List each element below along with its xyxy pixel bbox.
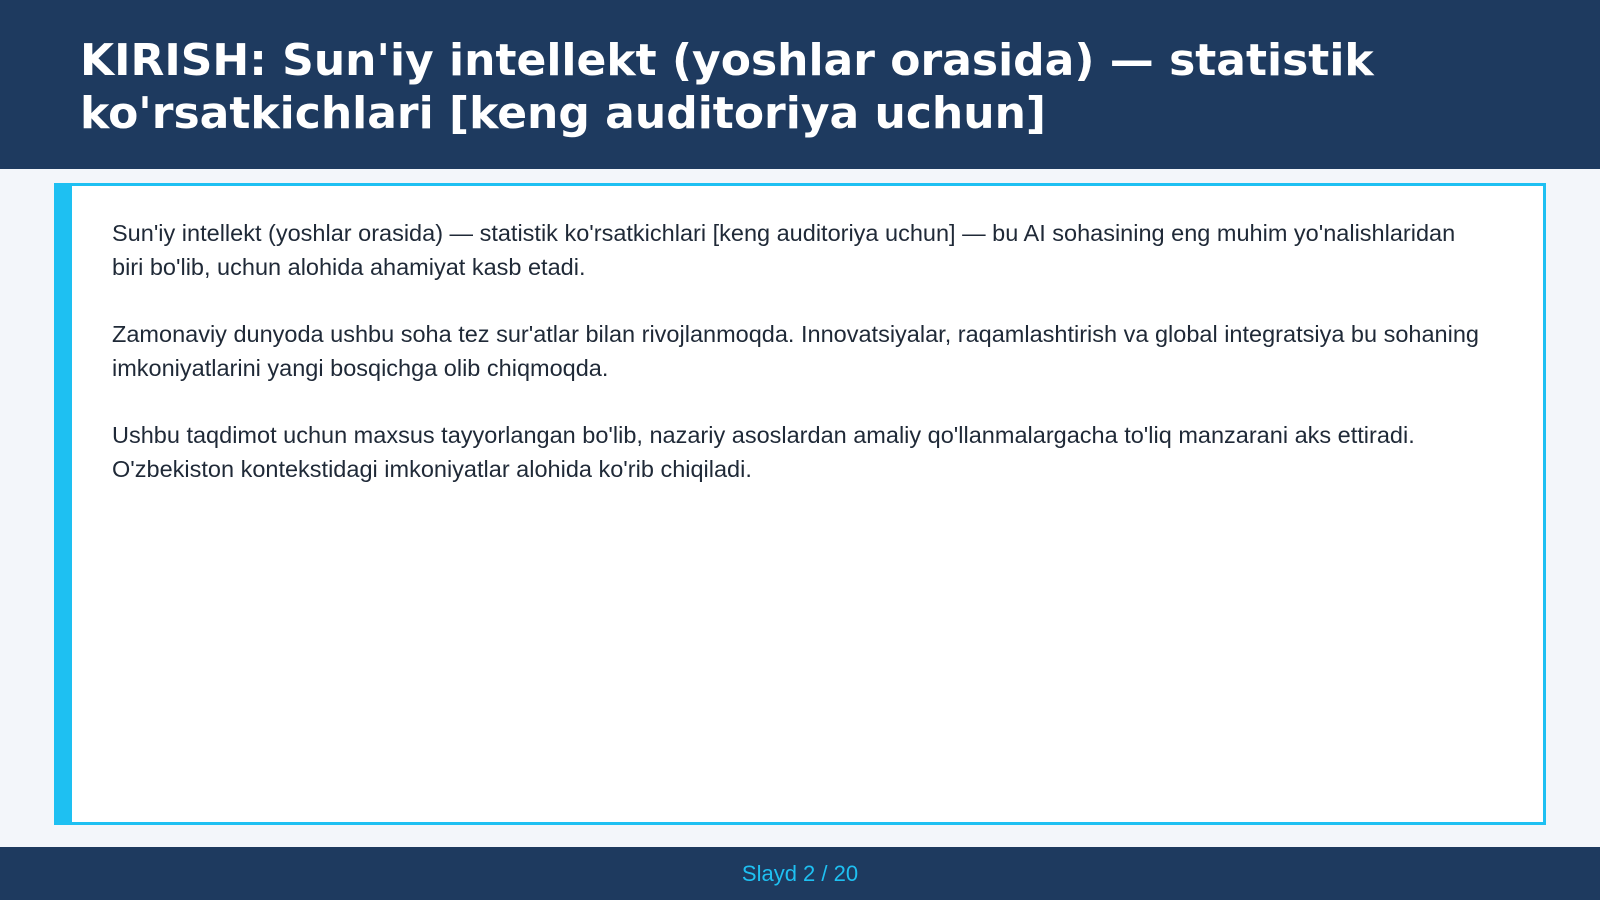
slide-title: KIRISH: Sun'iy intellekt (yoshlar orasida) — statistik ko'rsatkichlari [keng auditoriya uchun] xyxy=(80,35,1374,139)
paragraph-development: Zamonaviy dunyoda ushbu soha tez sur'atlar bilan rivojlanmoqda. Innovatsiyalar, raqamlashtirish va global integratsiya bu sohaning imkoniyatlarini yangi bosqichga olib chiqmoqda. xyxy=(112,321,1479,381)
slide-footer xyxy=(0,847,1600,900)
paragraph-intro: Sun'iy intellekt (yoshlar orasida) — statistik ko'rsatkichlari [keng auditoriya uchun] — bu AI sohasining eng muhim yo'nalishlaridan biri bo'lib, uchun alohida ahamiyat kasb etadi. xyxy=(112,220,1456,280)
slide-header xyxy=(0,0,1600,169)
content-card xyxy=(54,183,1546,825)
paragraph-presentation-scope: Ushbu taqdimot uchun maxsus tayyorlangan bo'lib, nazariy asoslardan amaliy qo'llanmalargacha to'liq manzarani aks ettiradi. O'zbekiston kontekstidagi imkoniyatlar alohida ko'rib chiqiladi. xyxy=(112,422,1415,482)
slide-counter: Slayd 2 / 20 xyxy=(741,860,859,886)
